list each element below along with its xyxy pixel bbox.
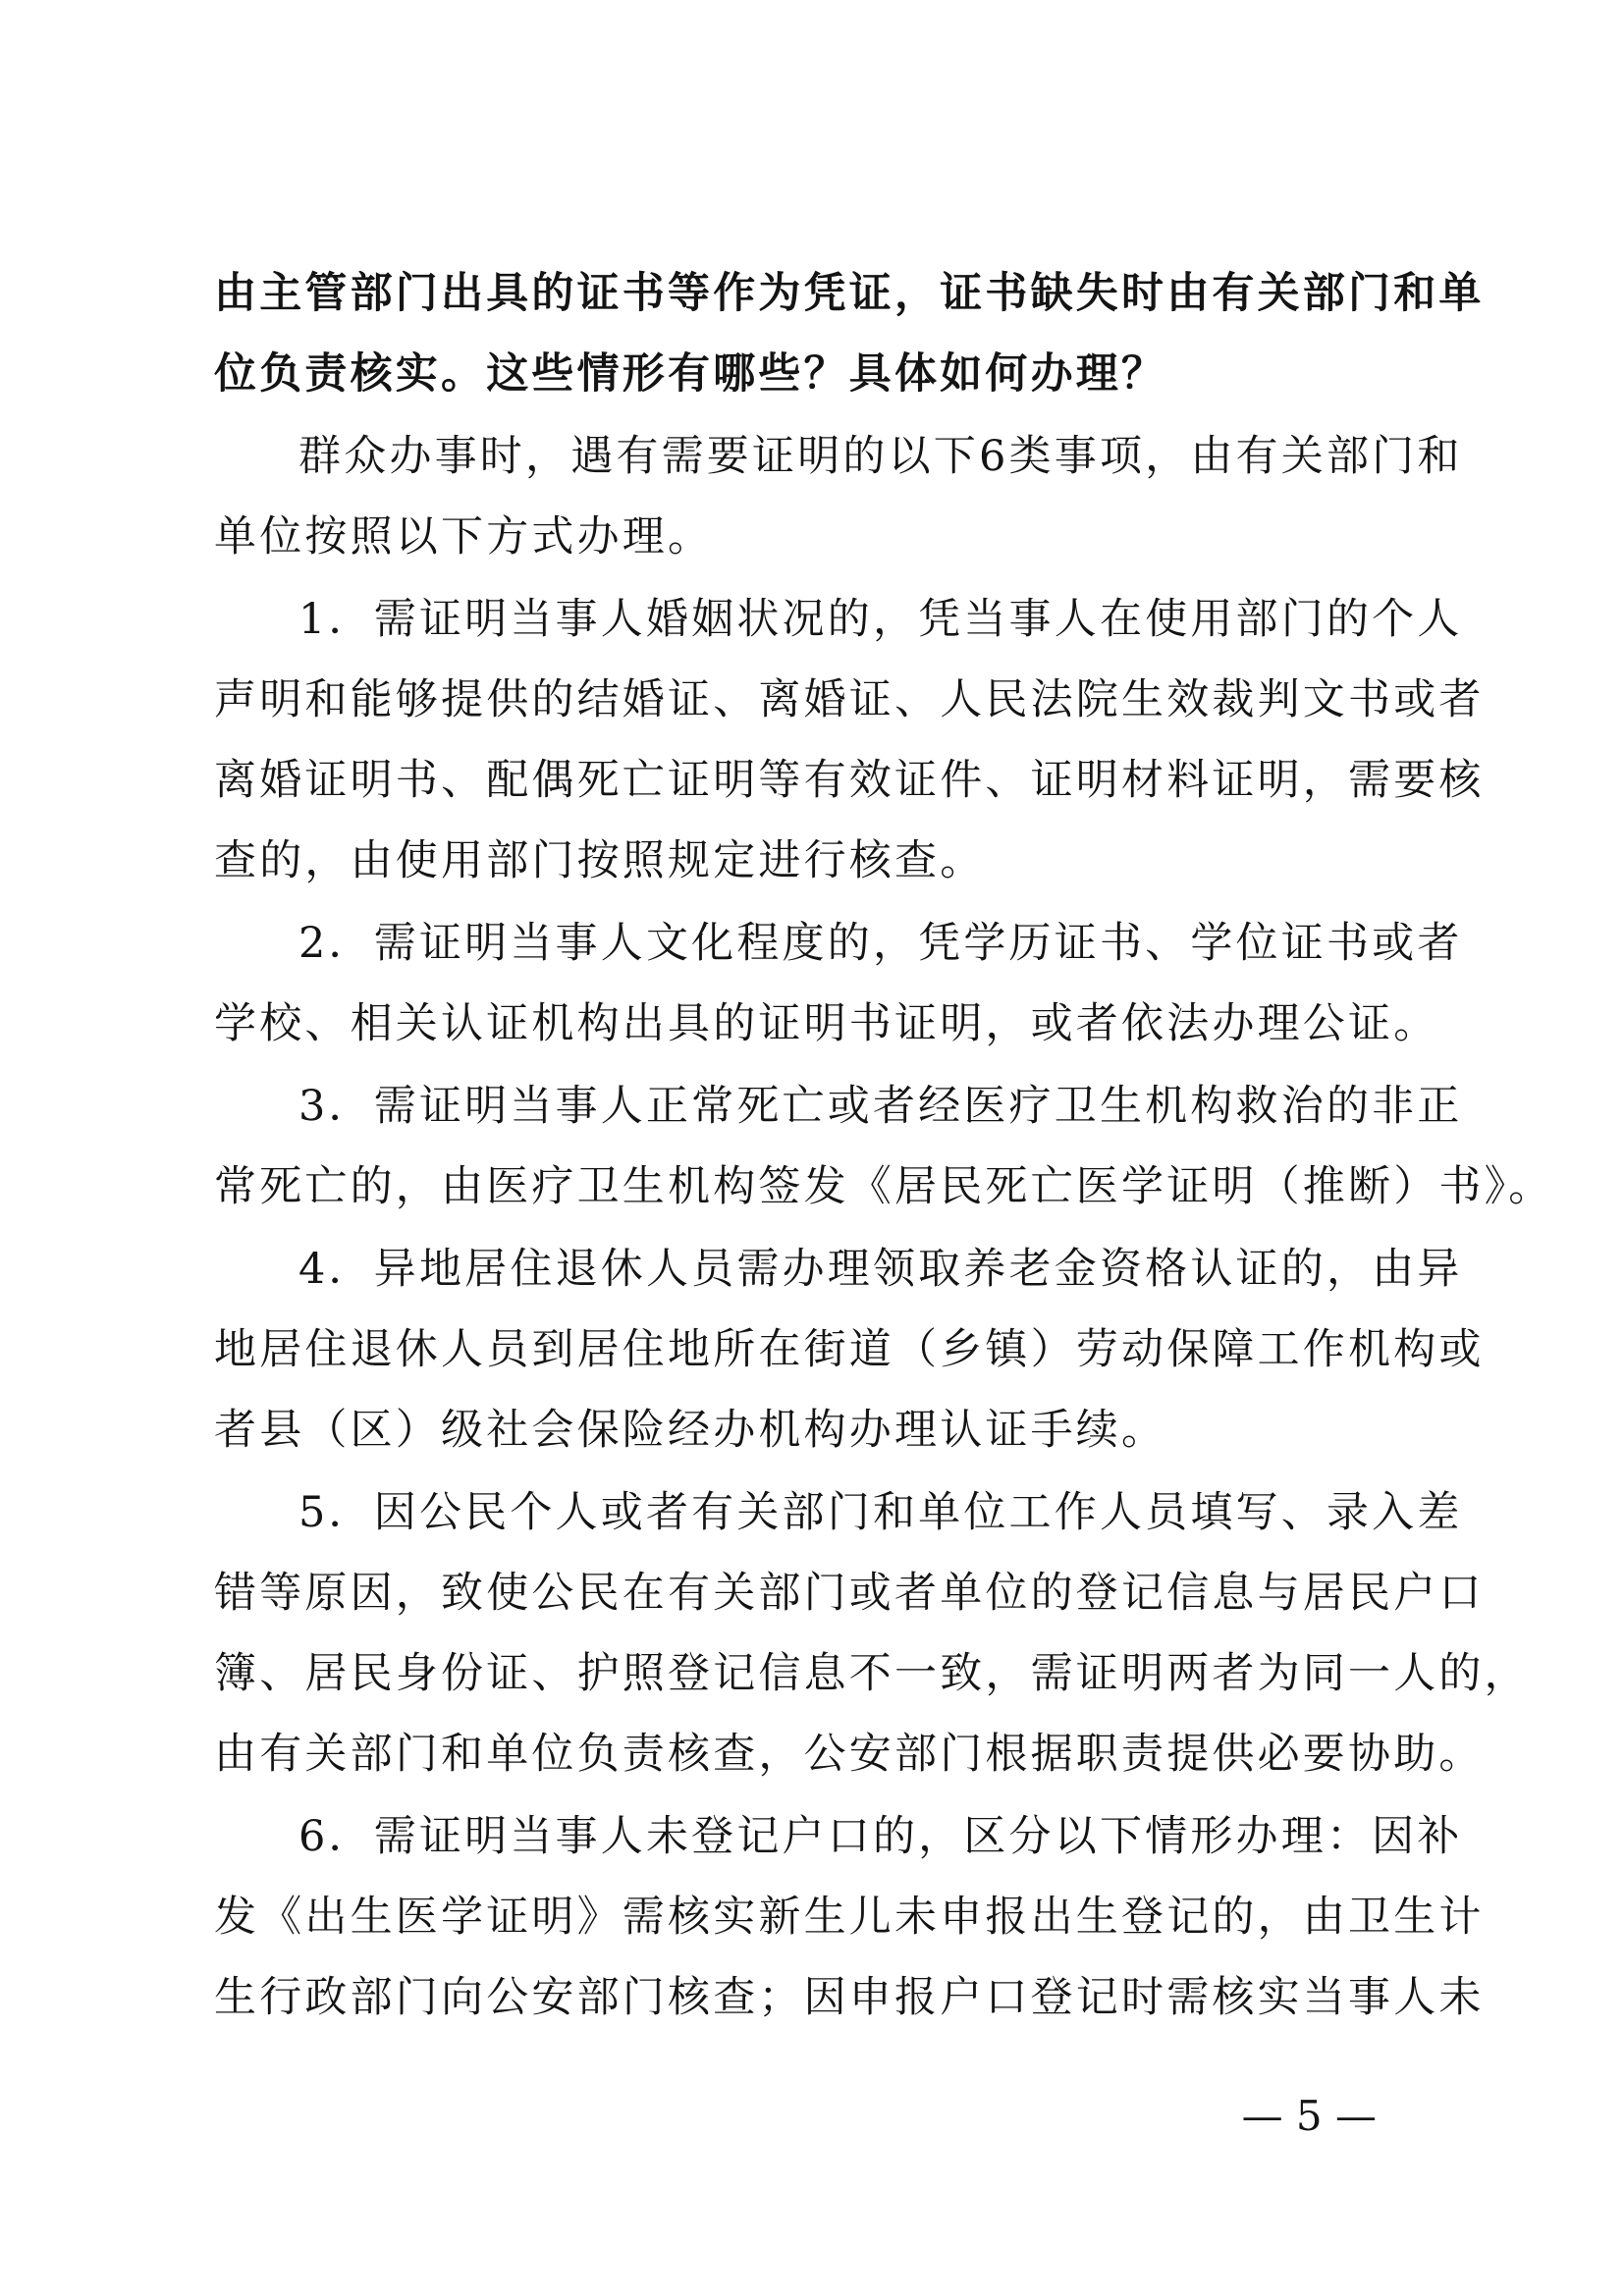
list-item-line: 簿、居民身份证、护照登记信息不一致，需证明两者为同一人的， xyxy=(214,1649,1530,1698)
paragraph-line: 群众办事时，遇有需要证明的以下6类事项，由有关部门和 xyxy=(298,432,1463,481)
list-item-line: 发《出生医学证明》需核实新生儿未申报出生登记的，由卫生计 xyxy=(214,1893,1485,1942)
question-line: 位负责核实。这些情形有哪些？具体如何办理？ xyxy=(214,349,1167,399)
list-item-line: 6．需证明当事人未登记户口的，区分以下情形办理：因补 xyxy=(298,1812,1463,1861)
list-item-line: 5．因公民个人或者有关部门和单位工作人员填写、录入差 xyxy=(298,1488,1463,1537)
list-item-line: 声明和能够提供的结婚证、离婚证、人民法院生效裁判文书或者 xyxy=(214,675,1485,724)
list-item-line: 常死亡的，由医疗卫生机构签发《居民死亡医学证明（推断）书》。 xyxy=(214,1162,1554,1211)
question-line: 由主管部门出具的证书等作为凭证，证书缺失时由有关部门和单 xyxy=(214,269,1485,318)
page-number: — 5 — xyxy=(1241,2092,1377,2140)
list-item-line: 4．异地居住退休人员需办理领取养老金资格认证的，由异 xyxy=(298,1245,1463,1294)
list-item-line: 错等原因，致使公民在有关部门或者单位的登记信息与居民户口 xyxy=(214,1569,1485,1618)
list-item-line: 由有关部门和单位负责核查，公安部门根据职责提供必要协助。 xyxy=(214,1730,1485,1779)
list-item-line: 1．需证明当事人婚姻状况的，凭当事人在使用部门的个人 xyxy=(298,595,1463,644)
list-item-line: 3．需证明当事人正常死亡或者经医疗卫生机构救治的非正 xyxy=(298,1082,1463,1131)
paragraph-line: 单位按照以下方式办理。 xyxy=(214,512,714,561)
list-item-line: 查的，由使用部门按照规定进行核查。 xyxy=(214,836,986,885)
list-item-line: 2．需证明当事人文化程度的，凭学历证书、学位证书或者 xyxy=(298,919,1463,968)
list-item-line: 地居住退休人员到居住地所在街道（乡镇）劳动保障工作机构或 xyxy=(214,1325,1485,1374)
list-item-line: 离婚证明书、配偶死亡证明等有效证件、证明材料证明，需要核 xyxy=(214,756,1485,805)
list-item-line: 者县（区）级社会保险经办机构办理认证手续。 xyxy=(214,1406,1167,1455)
list-item-line: 学校、相关认证机构出具的证明书证明，或者依法办理公证。 xyxy=(214,999,1439,1048)
list-item-line: 生行政部门向公安部门核查；因申报户口登记时需核实当事人未 xyxy=(214,1973,1485,2022)
